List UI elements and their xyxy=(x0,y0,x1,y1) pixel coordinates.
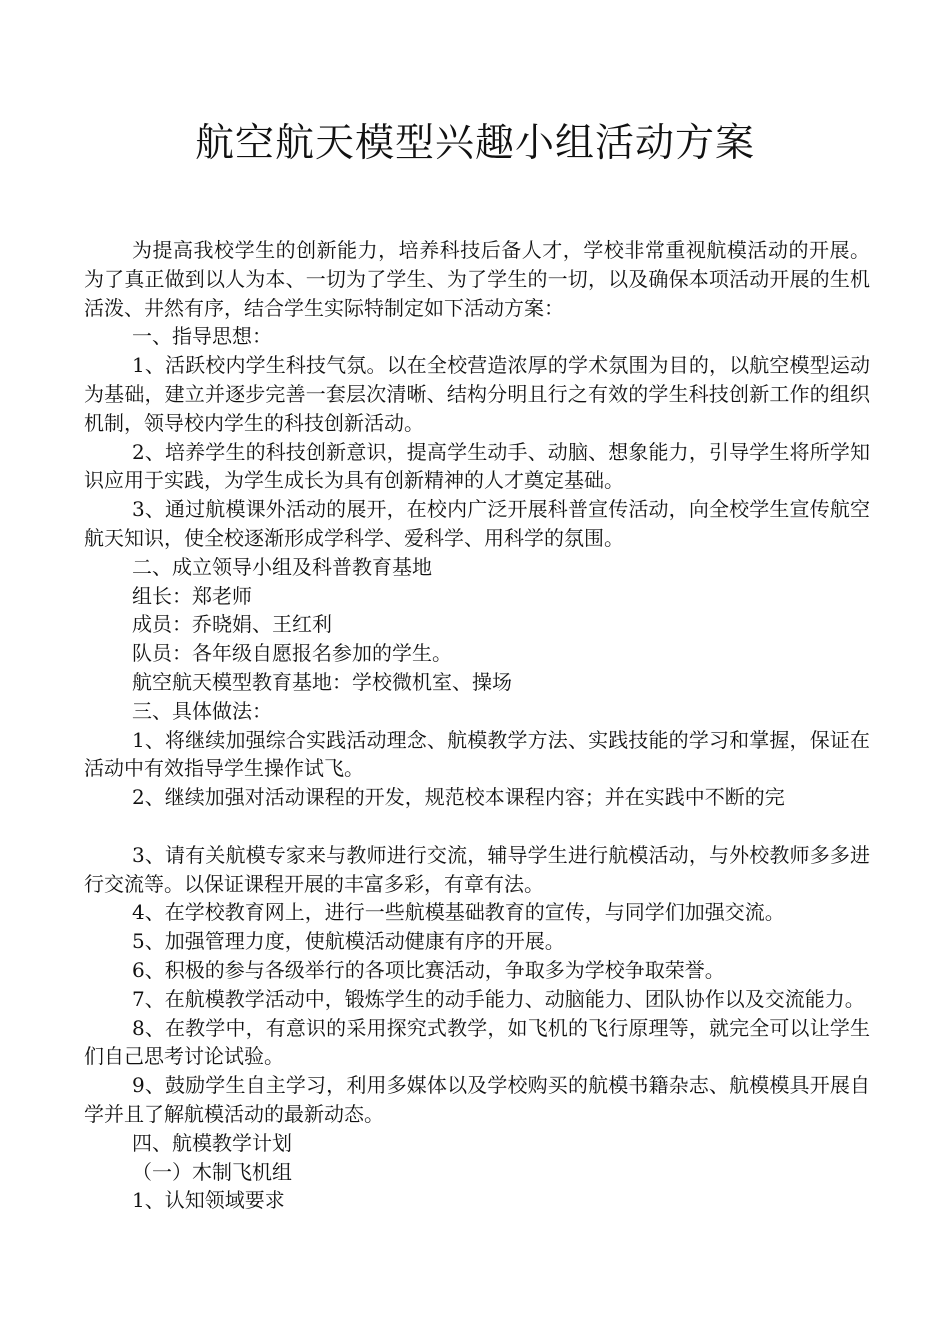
paragraph: 1、将继续加强综合实践活动理念、航模教学方法、实践技能的学习和掌握，保证在活动中有效指导学生操作试飞。 xyxy=(84,727,870,781)
intro-paragraph: 为提高我校学生的创新能力，培养科技后备人才，学校非常重视航模活动的开展。为了真正做到以人为本、一切为了学生、为了学生的一切，以及确保本项活动开展的生机活泼、井然有序，结合学生实际特制定如下活动方案： xyxy=(84,238,870,320)
paragraph: 9、鼓励学生自主学习，利用多媒体以及学校购买的航模书籍杂志、航模模具开展自学并且了解航模活动的最新动态。 xyxy=(84,1073,870,1126)
paragraph: 2、继续加强对活动课程的开发，规范校本课程内容；并在实践中不断的完 xyxy=(132,785,785,810)
paragraph: 组长：郑老师 xyxy=(132,583,252,608)
document-title: 航空航天模型兴趣小组活动方案 xyxy=(194,121,755,166)
blank-line xyxy=(84,812,870,841)
paragraph: 1、认知领域要求 xyxy=(132,1188,285,1213)
paragraph: 8、在教学中，有意识的采用探究式教学，如飞机的飞行原理等，就完全可以让学生们自己思考讨论试验。 xyxy=(84,1015,870,1069)
paragraph: 4、在学校教育网上，进行一些航模基础教育的宣传，与同学们加强交流。 xyxy=(132,900,785,925)
section-heading-methods: 三、具体做法： xyxy=(132,698,272,723)
paragraph: 2、培养学生的科技创新意识，提高学生动手、动脑、想象能力，引导学生将所学知识应用于实践，为学生成长为具有创新精神的人才奠定基础。 xyxy=(84,439,870,493)
paragraph: 3、通过航模课外活动的展开，在校内广泛开展科普宣传活动，向全校学生宣传航空航天知识，使全校逐渐形成学科学、爱科学、用科学的氛围。 xyxy=(84,497,870,550)
paragraph: 5、加强管理力度，使航模活动健康有序的开展。 xyxy=(132,929,565,954)
subsection-heading: （一）木制飞机组 xyxy=(132,1159,292,1184)
section-heading-teaching-plan: 四、航模教学计划 xyxy=(132,1130,292,1155)
section-heading-guiding-ideology: 一、指导思想： xyxy=(132,324,272,349)
document-body xyxy=(84,236,870,1215)
paragraph: 7、在航模教学活动中，锻炼学生的动手能力、动脑能力、团队协作以及交流能力。 xyxy=(132,986,865,1011)
paragraph: 1、活跃校内学生科技气氛。以在全校营造浓厚的学术氛围为目的，以航空模型运动为基础，建立并逐步完善一套层次清晰、结构分明且行之有效的学生科技创新工作的组织机制，领导校内学生的科技创新活动。 xyxy=(84,353,870,435)
paragraph: 6、积极的参与各级举行的各项比赛活动，争取多为学校争取荣誉。 xyxy=(132,957,725,982)
paragraph: 航空航天模型教育基地：学校微机室、操场 xyxy=(132,669,512,694)
paragraph: 3、请有关航模专家来与教师进行交流，辅导学生进行航模活动，与外校教师多多进行交流等。以保证课程开展的丰富多彩，有章有法。 xyxy=(84,842,870,896)
section-heading-leadership: 二、成立领导小组及科普教育基地 xyxy=(132,554,432,579)
paragraph: 成员：乔晓娟、王红利 xyxy=(132,612,332,637)
paragraph: 队员：各年级自愿报名参加的学生。 xyxy=(132,641,452,666)
